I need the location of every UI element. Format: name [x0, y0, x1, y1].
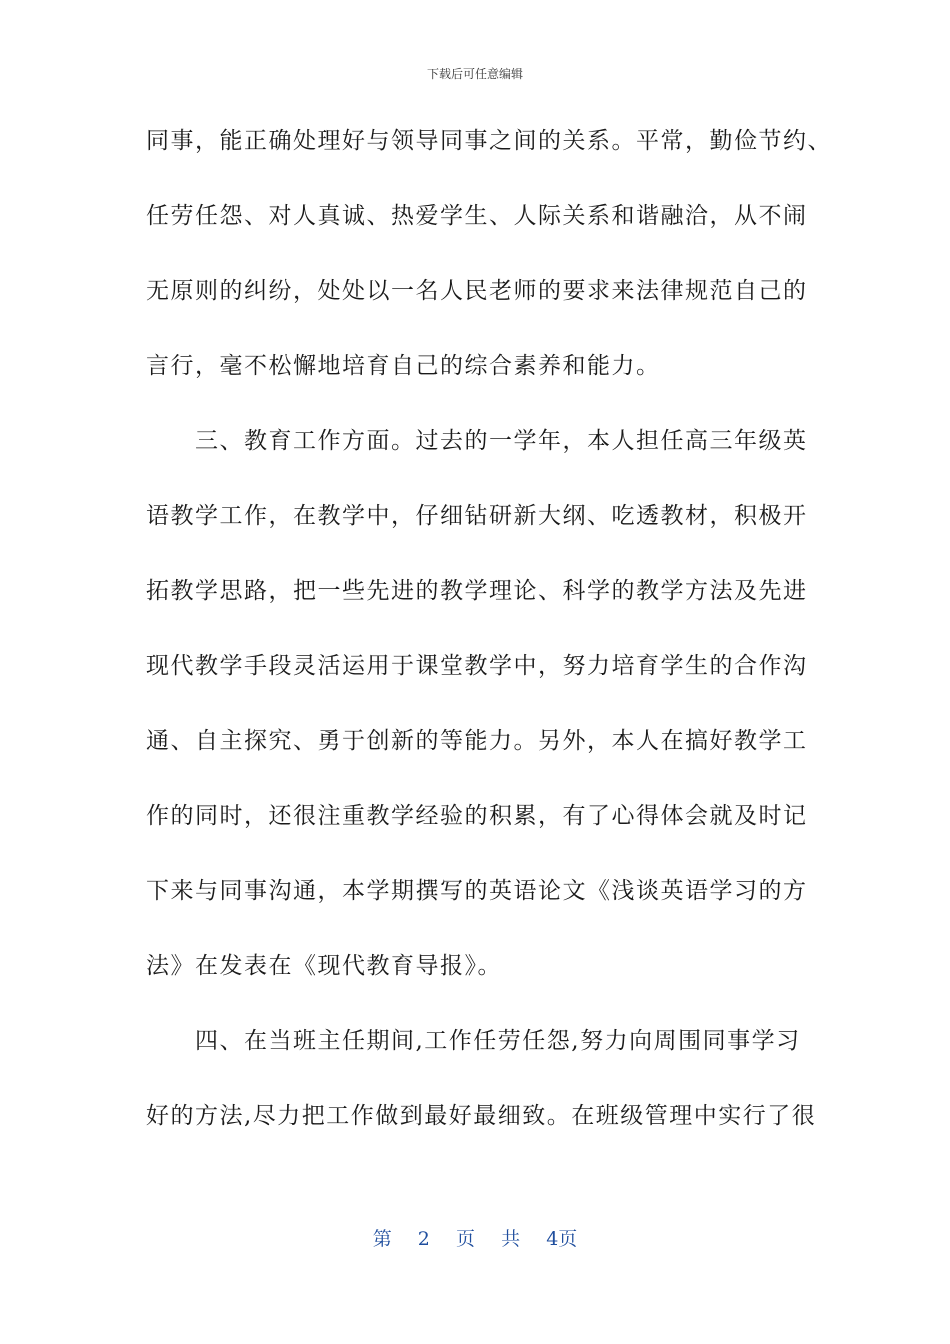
footer-total-pages: 4页: [546, 1228, 578, 1250]
body-line: 三、教育工作方面。过去的一学年，本人担任高三年级英: [146, 428, 808, 454]
body-line: 四、在当班主任期间,工作任劳任怨,努力向周围同事学习: [146, 1028, 801, 1054]
body-line: 任劳任怨、对人真诚、热爱学生、人际关系和谐融洽，从不闹: [146, 203, 808, 229]
page-header-note: 下载后可任意编辑: [426, 67, 523, 81]
body-line: 下来与同事沟通，本学期撰写的英语论文《浅谈英语学习的方: [146, 878, 808, 904]
body-line: 现代教学手段灵活运用于课堂教学中，努力培育学生的合作沟: [146, 653, 808, 679]
body-line: 好的方法,尽力把工作做到最好最细致。在班级管理中实行了很: [146, 1103, 817, 1129]
body-line: 通、自主探究、勇于创新的等能力。另外，本人在搞好教学工: [146, 728, 808, 754]
body-line: 法》在发表在《现代教育导报》。: [146, 953, 502, 979]
body-line: 语教学工作，在教学中，仔细钻研新大纲、吃透教材，积极开: [146, 503, 808, 529]
footer-total-label: 共: [501, 1228, 521, 1250]
body-line: 同事，能正确处理好与领导同事之间的关系。平常，勤俭节约、: [146, 128, 832, 154]
body-line: 言行，毫不松懈地培育自己的综合素养和能力。: [146, 353, 661, 379]
footer-page-number: 2: [417, 1228, 430, 1250]
body-line: 无原则的纠纷，处处以一名人民老师的要求来法律规范自己的: [146, 278, 808, 304]
footer-page-label: 第: [372, 1228, 392, 1250]
page-footer: [0, 1226, 950, 1252]
footer-page-unit: 页: [455, 1228, 475, 1250]
body-line: 拓教学思路，把一些先进的教学理论、科学的教学方法及先进: [146, 578, 808, 604]
body-line: 作的同时，还很注重教学经验的积累，有了心得体会就及时记: [146, 803, 808, 829]
document-body: [146, 118, 832, 1168]
